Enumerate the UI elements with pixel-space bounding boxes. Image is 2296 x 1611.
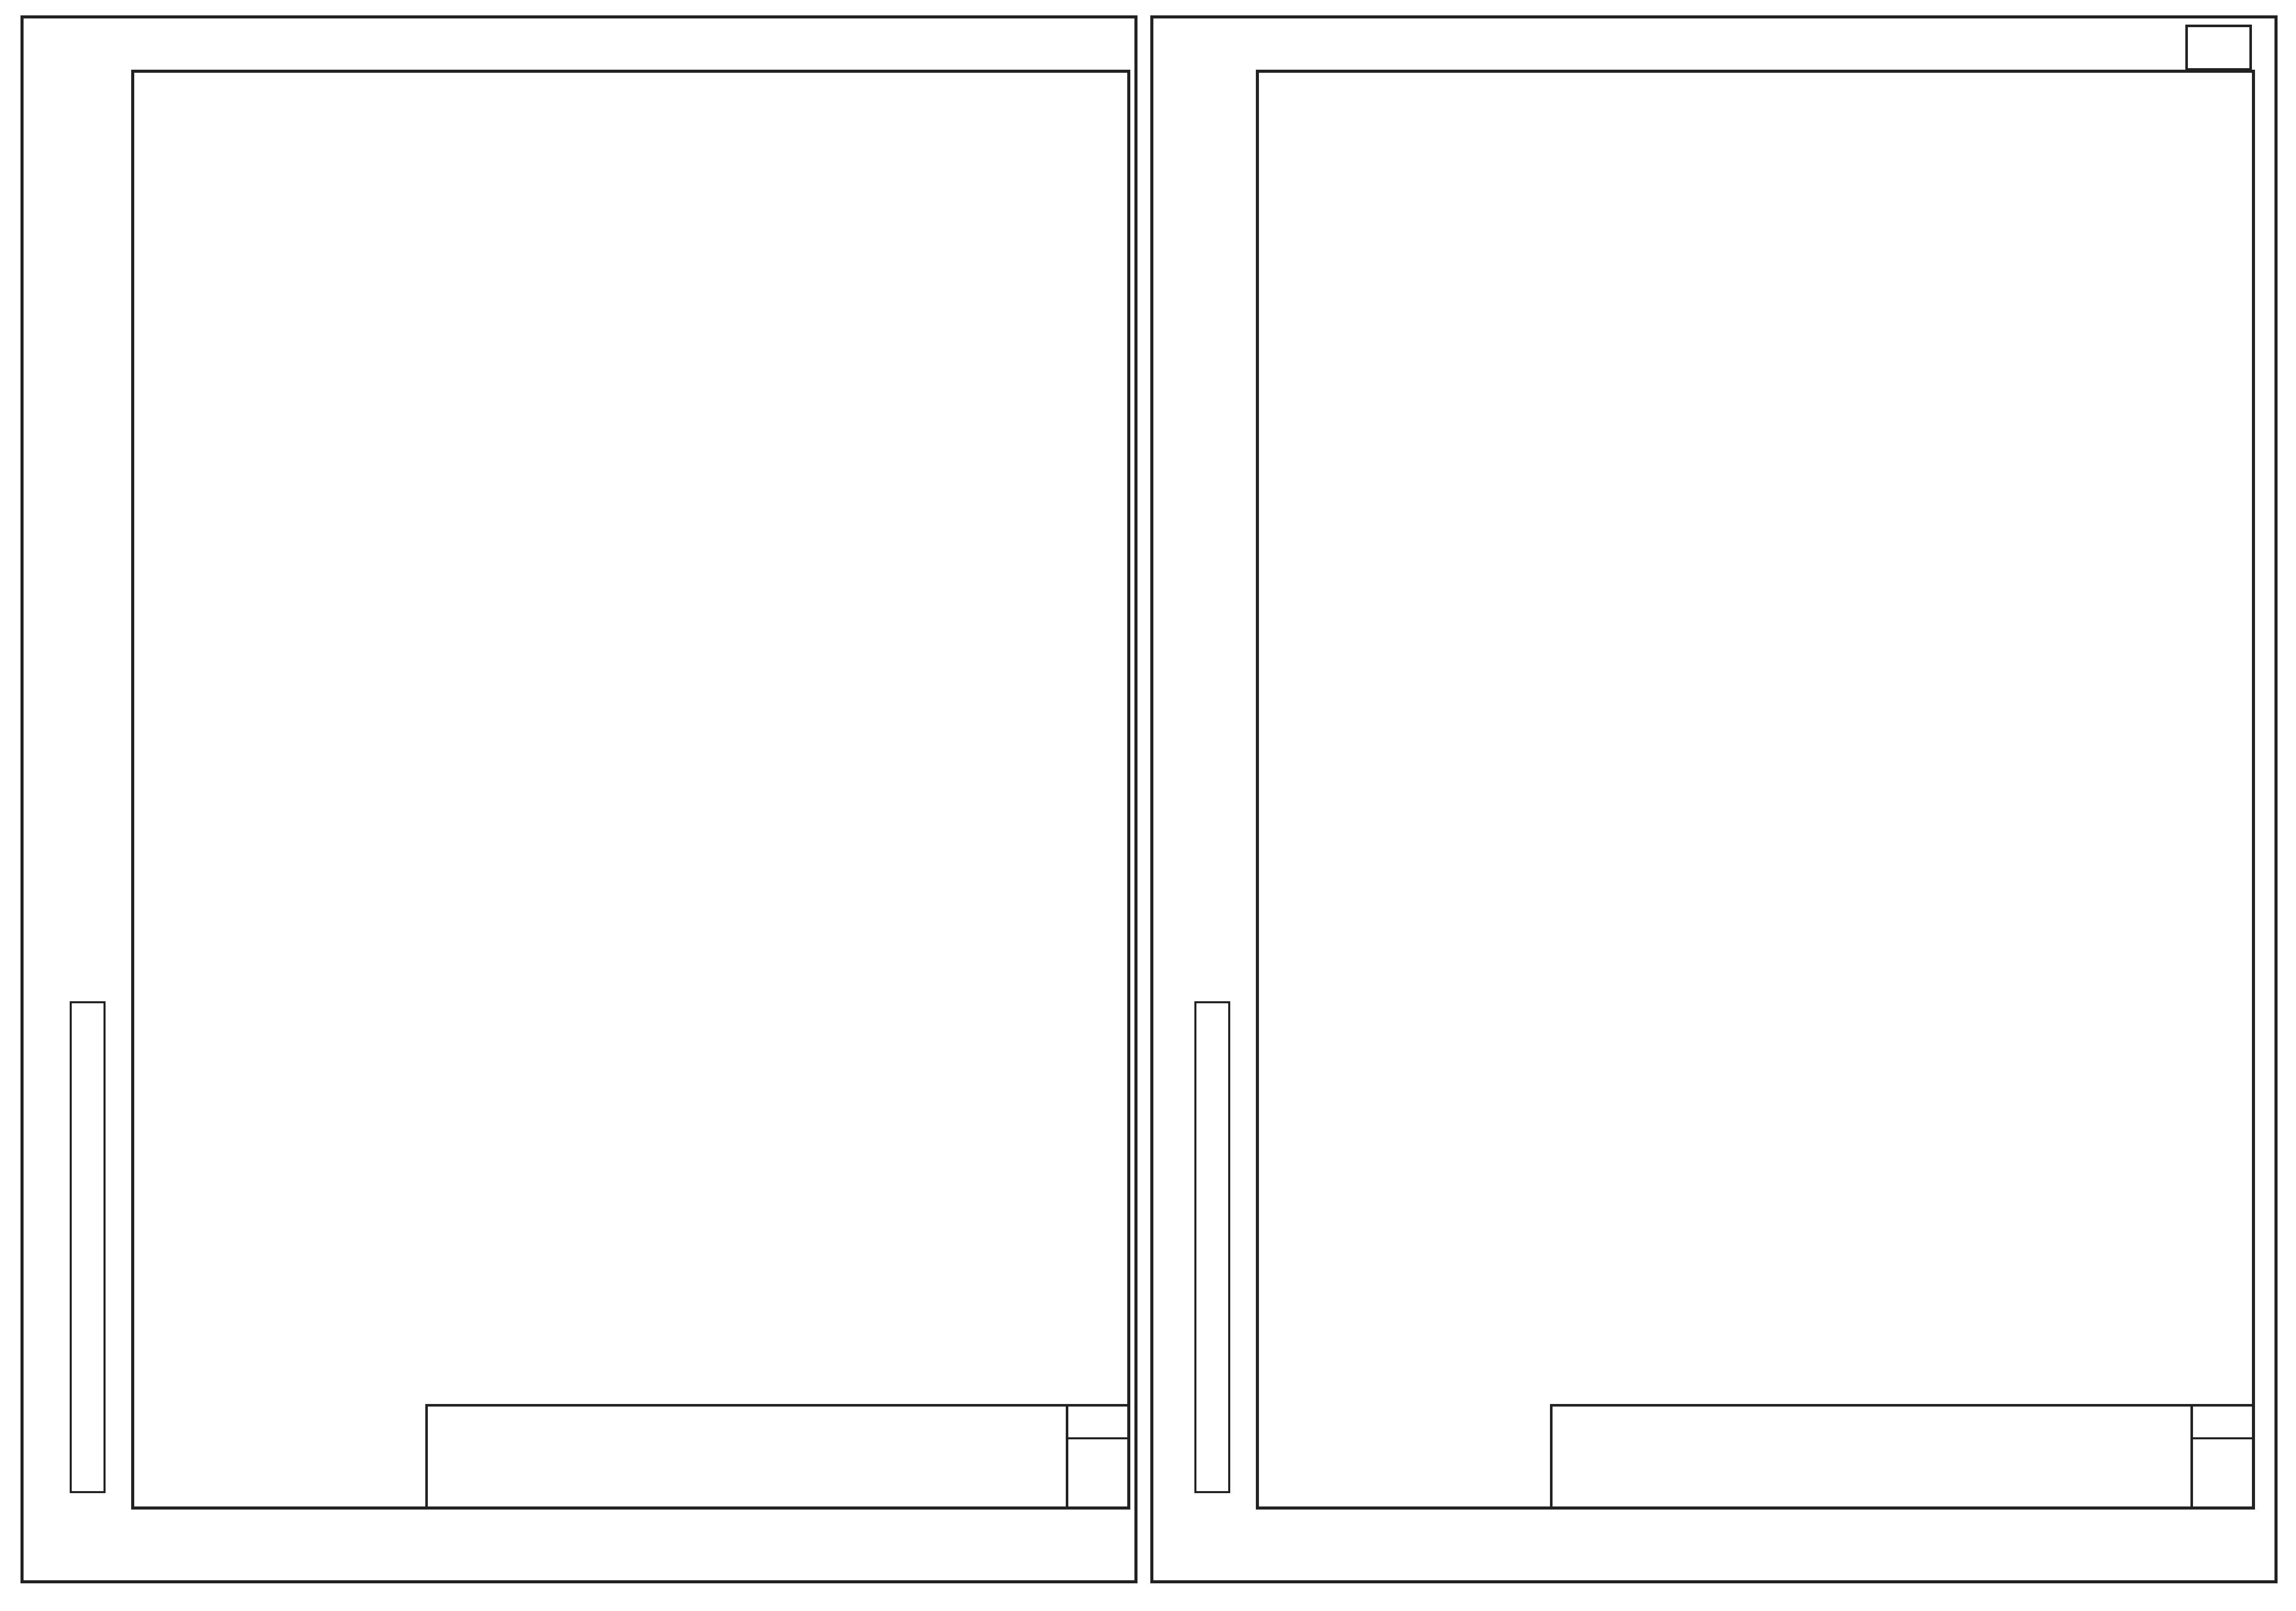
corner-sheet-number [2185, 25, 2252, 71]
left-side-stamp [70, 1001, 106, 1493]
sheet-cell [1066, 1407, 1127, 1506]
sheet-label [1068, 1407, 1127, 1439]
side-stamp-text [1201, 999, 1226, 1481]
sheet-cell [2190, 1407, 2252, 1506]
right-page-content-frame [1256, 70, 2255, 1510]
sheet-label [2193, 1407, 2252, 1439]
left-page-content-frame [131, 70, 1130, 1510]
right-title-block [1550, 1404, 2252, 1506]
side-stamp-text [76, 999, 101, 1481]
left-title-block [425, 1404, 1127, 1506]
right-page [1150, 15, 2278, 1583]
left-page [20, 15, 1137, 1583]
right-side-stamp [1194, 1001, 1230, 1493]
